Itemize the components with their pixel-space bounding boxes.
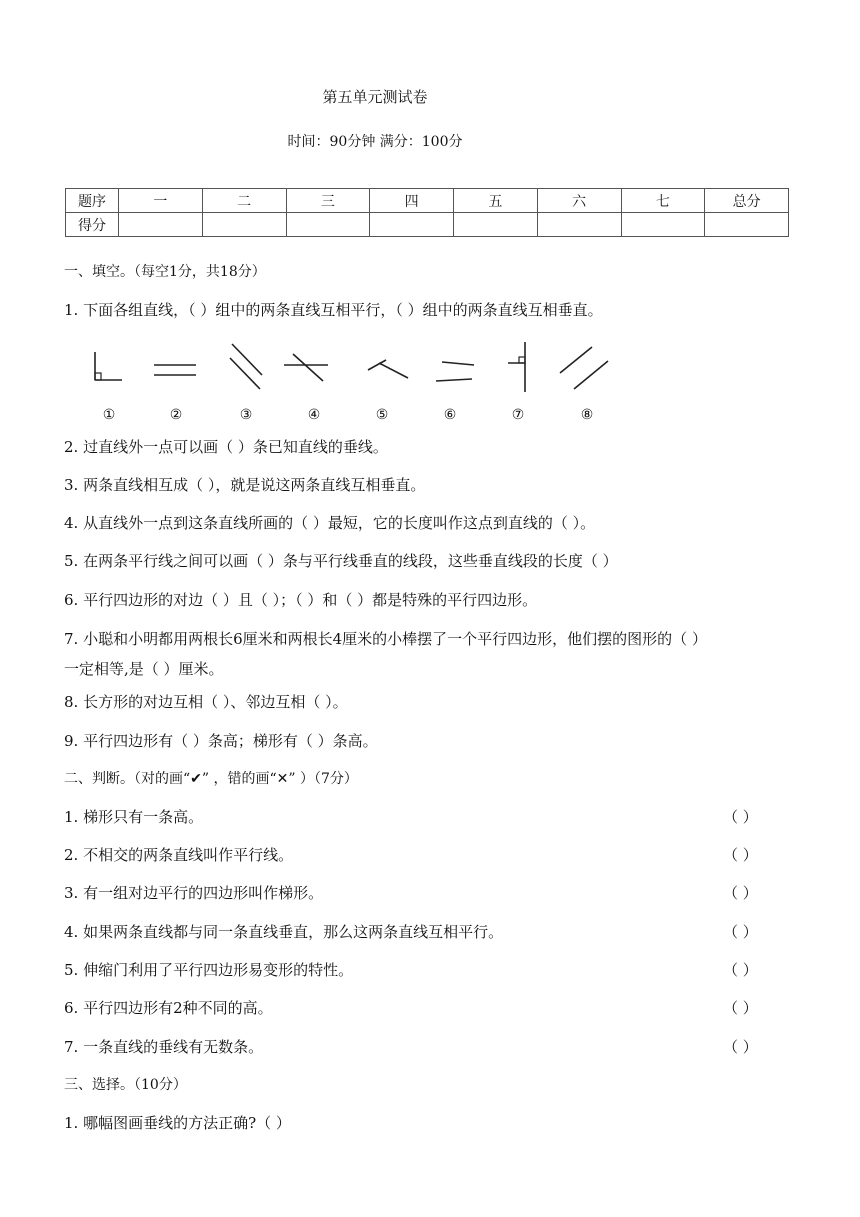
judgment-item-4: 4. 如果两条直线都与同一条直线垂直，那么这两条直线互相平行。	[64, 923, 504, 941]
score-cell[interactable]	[537, 213, 621, 237]
answer-bracket[interactable]: （ ）	[723, 808, 758, 826]
question-1-7-line-1: 7. 小聪和小明都用两根长6厘米和两根长4厘米的小棒摆了一个平行四边形，他们摆的图形的（ ）	[64, 630, 707, 648]
score-cell[interactable]	[370, 213, 454, 237]
figure-label-5: ⑤	[375, 407, 389, 423]
figure-label-1: ①	[102, 407, 116, 423]
answer-bracket[interactable]: （ ）	[723, 999, 758, 1017]
choice-question-1: 1. 哪幅图画垂线的方法正确?（ ）	[64, 1114, 291, 1132]
section-2-heading: 二、判断。（对的画“✔” ，错的画“✕” ）（7分）	[64, 771, 358, 787]
judgment-item-5: 5. 伸缩门利用了平行四边形易变形的特性。	[64, 961, 354, 979]
score-table-header-cell: 题序	[66, 189, 119, 213]
score-table	[65, 188, 789, 237]
judgment-item-3: 3. 有一组对边平行的四边形叫作梯形。	[64, 884, 324, 902]
score-cell[interactable]	[202, 213, 286, 237]
answer-bracket[interactable]: （ ）	[723, 846, 758, 864]
exam-info: 时间：90分钟 满分：100分	[287, 134, 463, 150]
question-1-7-line-2: 一定相等,是（ ）厘米。	[64, 660, 224, 678]
score-cell[interactable]	[119, 213, 203, 237]
score-table-header-cell: 二	[202, 189, 286, 213]
line-groups-figure	[80, 335, 640, 425]
question-1-2: 2. 过直线外一点可以画（ ）条已知直线的垂线。	[64, 438, 388, 456]
figure-label-4: ④	[307, 407, 321, 423]
score-cell[interactable]	[705, 213, 789, 237]
judgment-item-1: 1. 梯形只有一条高。	[64, 808, 204, 826]
question-1-5: 5. 在两条平行线之间可以画（ ）条与平行线垂直的线段，这些垂直线段的长度（ ）	[64, 552, 618, 570]
judgment-item-6: 6. 平行四边形有2种不同的高。	[64, 999, 273, 1017]
line-group-6	[436, 362, 474, 381]
score-table-header-cell: 总分	[705, 189, 789, 213]
line-group-4	[284, 354, 328, 381]
question-1-3: 3. 两条直线相互成（ ），就是说这两条直线互相垂直。	[64, 476, 426, 494]
answer-bracket[interactable]: （ ）	[723, 961, 758, 979]
line-group-1	[95, 352, 122, 380]
score-table-header-cell: 六	[537, 189, 621, 213]
answer-bracket[interactable]: （ ）	[723, 1038, 758, 1056]
score-table-score-row	[66, 213, 789, 237]
score-table-header-cell: 四	[370, 189, 454, 213]
question-1-4: 4. 从直线外一点到这条直线所画的（ ）最短，它的长度叫作这点到直线的（ ）。	[64, 514, 596, 532]
figure-label-3: ③	[239, 407, 253, 423]
score-table-header-cell: 一	[119, 189, 203, 213]
score-table-header-row	[66, 189, 789, 213]
score-table-header-cell: 七	[621, 189, 705, 213]
figure-label-6: ⑥	[443, 407, 457, 423]
score-table-header-cell: 五	[454, 189, 538, 213]
line-group-5	[368, 360, 408, 378]
figure-label-2: ②	[169, 407, 183, 423]
line-group-2	[154, 365, 196, 375]
question-1-1: 1. 下面各组直线，（ ）组中的两条直线互相平行，（ ）组中的两条直线互相垂直。	[64, 301, 603, 319]
judgment-item-2: 2. 不相交的两条直线叫作平行线。	[64, 846, 294, 864]
answer-bracket[interactable]: （ ）	[723, 884, 758, 902]
figure-label-8: ⑧	[580, 407, 594, 423]
question-1-8: 8. 长方形的对边互相（ ）、邻边互相（ ）。	[64, 693, 348, 711]
line-group-8	[560, 347, 608, 389]
score-row-label: 得分	[66, 213, 119, 237]
question-1-6: 6. 平行四边形的对边（ ）且（ ）；（ ）和（ ）都是特殊的平行四边形。	[64, 591, 538, 609]
line-group-3	[230, 344, 262, 389]
question-1-9: 9. 平行四边形有（ ）条高；梯形有（ ）条高。	[64, 732, 378, 750]
score-table-header-cell: 三	[286, 189, 370, 213]
section-1-heading: 一、填空。（每空1分，共18分）	[64, 264, 266, 280]
answer-bracket[interactable]: （ ）	[723, 923, 758, 941]
score-cell[interactable]	[286, 213, 370, 237]
page-title: 第五单元测试卷	[322, 88, 428, 106]
line-group-7	[508, 342, 525, 392]
score-cell[interactable]	[621, 213, 705, 237]
section-3-heading: 三、选择。（10分）	[64, 1077, 187, 1093]
score-cell[interactable]	[454, 213, 538, 237]
figure-label-7: ⑦	[511, 407, 525, 423]
judgment-item-7: 7. 一条直线的垂线有无数条。	[64, 1038, 264, 1056]
